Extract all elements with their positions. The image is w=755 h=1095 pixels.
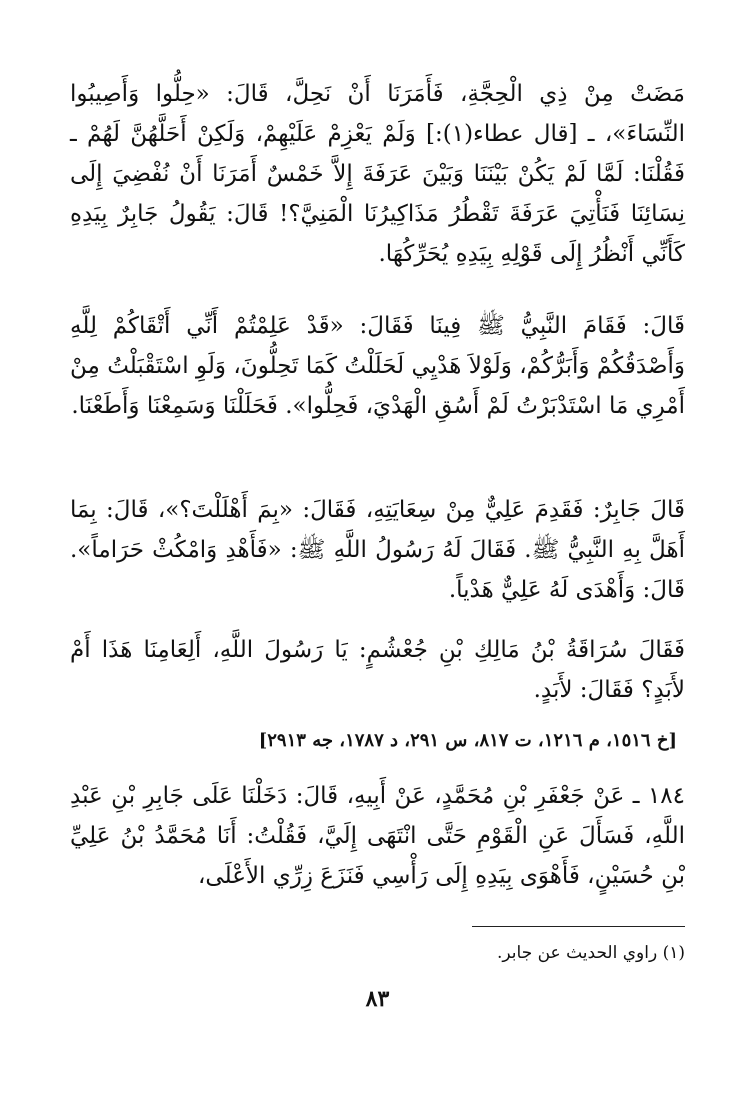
page-number: ٨٣: [365, 986, 390, 1012]
hadith-references: [خ ١٥١٦، م ١٢١٦، ت ٨١٧، س ٢٩١، د ١٧٨٧، جه ٢٩١٣]: [258, 730, 677, 751]
hadith-paragraph-2: قَالَ: فَقَامَ النَّبِيُّ ﷺ فِينَا فَقَالَ: «قَدْ عَلِمْتُمْ أَنِّي أَتْقَاكُمْ لِلَّهِ وَأَصْدَقُكُمْ وَأَبَرُّكُمْ، وَلَوْلاَ هَدْيِي لَحَلَلْتُ كَمَا تَحِلُّونَ، وَلَوِ اسْتَقْبَلْتُ مِنْ أَمْرِي مَا اسْتَدْبَرْتُ لَمْ أَسُقِ الْهَدْيَ، فَحِلُّوا». فَحَلَلْنَا وَسَمِعْنَا وَأَطَعْنَا.: [70, 313, 685, 419]
footnote: (١) راوي الحديث عن جابر.: [497, 943, 685, 963]
hadith-paragraph-3: قَالَ جَابِرٌ: فَقَدِمَ عَلِيٌّ مِنْ سِعَايَتِهِ، فَقَالَ: «بِمَ أَهْلَلْتَ؟»، قَالَ: بِمَا أَهَلَّ بِهِ النَّبِيُّ ﷺ. فَقَالَ لَهُ رَسُولُ اللَّهِ ﷺ: «فَأَهْدِ وَامْكُثْ حَرَاماً». قَالَ: وَأَهْدَى لَهُ عَلِيٌّ هَدْياً.: [70, 497, 685, 603]
footnote-separator: [472, 926, 685, 927]
hadith-paragraph-1: مَضَتْ مِنْ ذِي الْحِجَّةِ، فَأَمَرَنَا أَنْ نَحِلَّ، قَالَ: «حِلُّوا وَأَصِيبُوا النِّسَاءَ»، ـ [قال عطاء(١):] وَلَمْ يَعْزِمْ عَلَيْهِمْ، وَلَكِنْ أَحَلَّهُنَّ لَهُمْ ـ فَقُلْنَا: لَمَّا لَمْ يَكُنْ بَيْنَنَا وَبَيْنَ عَرَفَةَ إِلاَّ خَمْسٌ أَمَرَنَا أَنْ نُفْضِيَ إِلَى نِسَائِنَا فَنَأْتِيَ عَرَفَةَ تَقْطُرُ مَذَاكِيرُنَا الْمَنِيَّ؟! قَالَ: يَقُولُ جَابِرٌ بِيَدِهِ كَأَنِّي أَنْظُرُ إِلَى قَوْلِهِ بِيَدِهِ يُحَرِّكُهَا.: [70, 81, 686, 267]
hadith-paragraph-184: ١٨٤ ـ عَنْ جَعْفَرِ بْنِ مُحَمَّدٍ، عَنْ أَبِيهِ، قَالَ: دَخَلْنَا عَلَى جَابِرِ بْنِ عَبْدِ اللَّهِ، فَسَأَلَ عَنِ الْقَوْمِ حَتَّى انْتَهَى إِلَيَّ، فَقُلْتُ: أَنَا مُحَمَّدُ بْنُ عَلِيِّ بْنِ حُسَيْنٍ، فَأَهْوَى بِيَدِهِ إِلَى رَأْسِي فَنَزَعَ زِرِّي الأَعْلَى،: [70, 783, 685, 889]
hadith-paragraph-4: فَقَالَ سُرَاقَةُ بْنُ مَالِكِ بْنِ جُعْشُمٍ: يَا رَسُولَ اللَّهِ، أَلِعَامِنَا هَذَا أَمْ لأَبَدٍ؟ فَقَالَ: لأَبَدٍ.: [70, 637, 685, 703]
